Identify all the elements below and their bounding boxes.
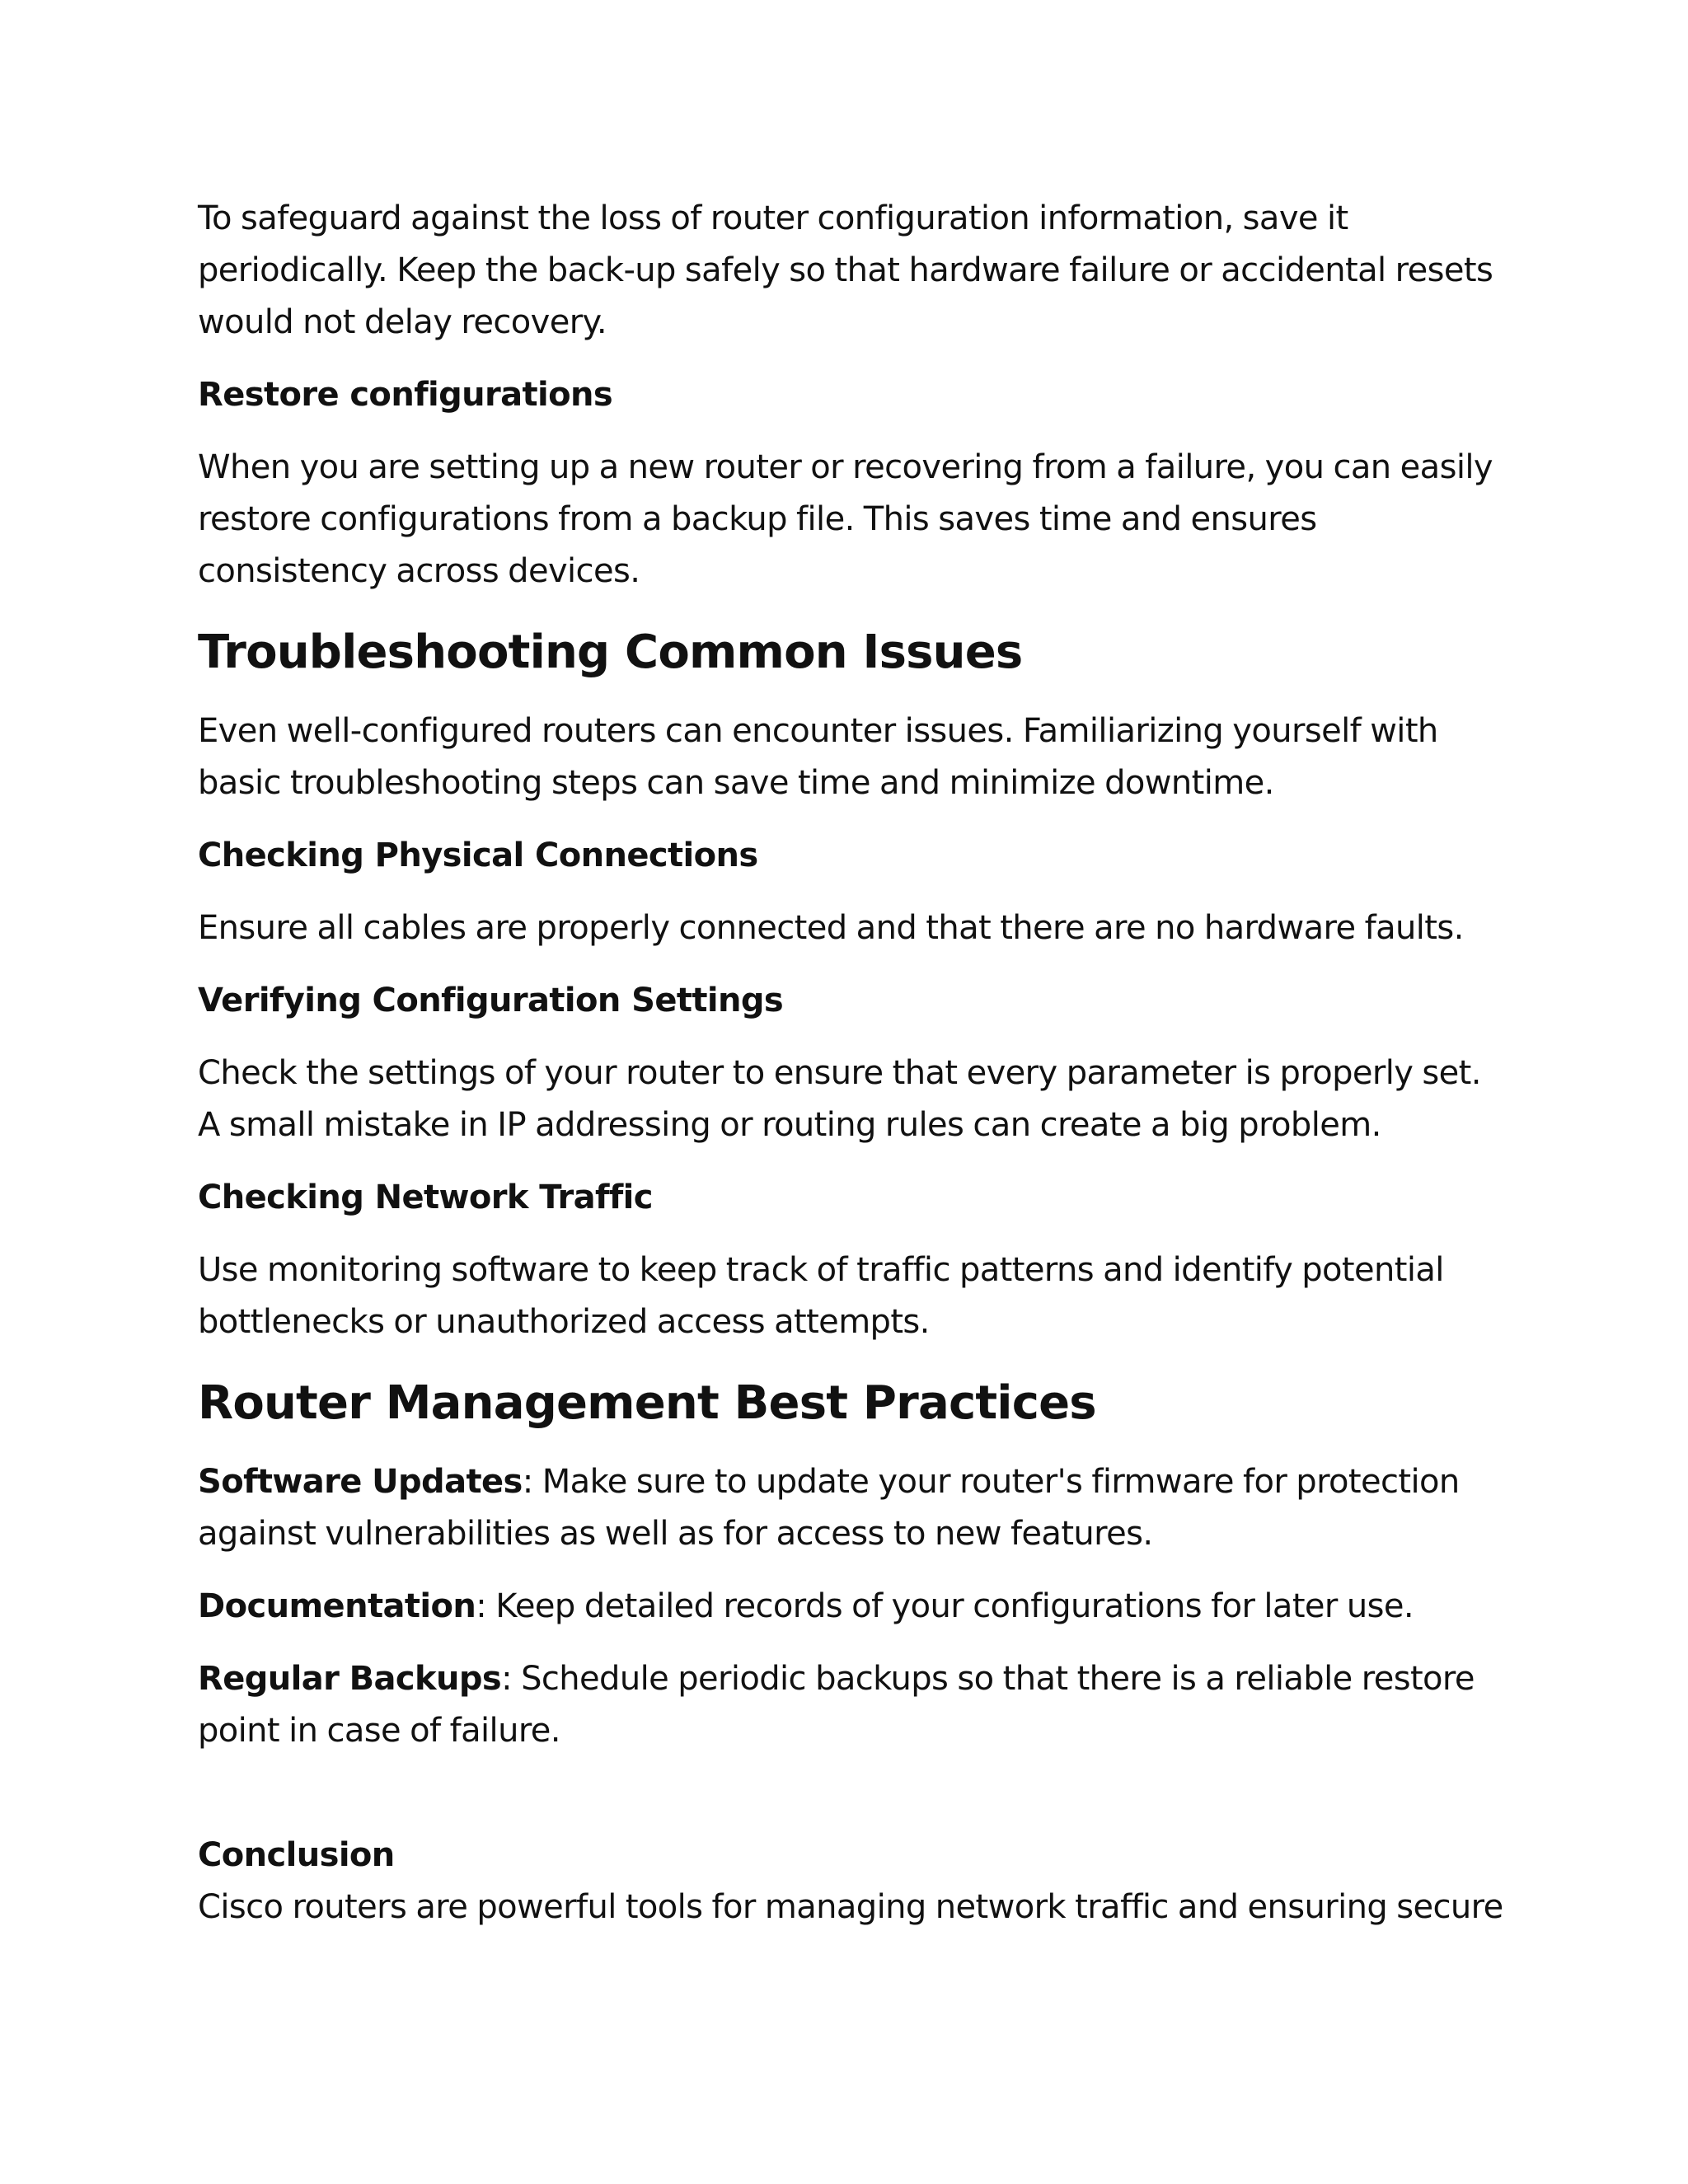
configuration-settings-heading: Verifying Configuration Settings — [198, 982, 784, 1019]
best-practice-item — [198, 1581, 1508, 1633]
physical-connections-heading: Checking Physical Connections — [198, 837, 758, 874]
best-practice-label: Software Updates — [198, 1463, 523, 1501]
configuration-settings-paragraph: Check the settings of your router to ensure that every parameter is properly set. A small mistake in IP addressing or routing rules can create a big problem. — [198, 1054, 1481, 1144]
network-traffic-paragraph: Use monitoring software to keep track of traffic patterns and identify potential bottlenecks or unauthorized access attempts. — [198, 1251, 1444, 1341]
best-practice-text: : Schedule periodic backups so that there is a reliable restore point in case of failure. — [198, 1660, 1475, 1750]
best-practice-text: : Keep detailed records of your configurations for later use. — [476, 1587, 1414, 1625]
best-practices-heading: Router Management Best Practices — [198, 1376, 1096, 1430]
document-page — [198, 193, 1508, 1933]
troubleshooting-heading: Troubleshooting Common Issues — [198, 626, 1023, 679]
restore-heading: Restore configurations — [198, 376, 613, 414]
physical-connections-paragraph: Ensure all cables are properly connected and that there are no hardware faults. — [198, 909, 1464, 947]
best-practice-label: Documentation — [198, 1587, 476, 1625]
section-spacer — [198, 1778, 1508, 1830]
conclusion-paragraph: Cisco routers are powerful tools for managing network traffic and ensuring secure — [198, 1888, 1503, 1926]
best-practice-item — [198, 1456, 1508, 1560]
troubleshooting-intro: Even well-configured routers can encounter issues. Familiarizing yourself with basic troubleshooting steps can save time and minimize downtime. — [198, 712, 1438, 802]
best-practice-label: Regular Backups — [198, 1660, 502, 1698]
conclusion-heading: Conclusion — [198, 1836, 395, 1874]
intro-paragraph: To safeguard against the loss of router configuration information, save it periodically. Keep the back-up safely so that hardware failure or accidental resets would not delay recovery. — [198, 199, 1493, 341]
restore-paragraph: When you are setting up a new router or recovering from a failure, you can easily restore configurations from a backup file. This saves time and ensures consistency across devices. — [198, 448, 1493, 590]
best-practice-text: : Make sure to update your router's firmware for protection against vulnerabilities as well as for access to new features. — [198, 1463, 1460, 1553]
network-traffic-heading: Checking Network Traffic — [198, 1179, 653, 1216]
best-practice-item — [198, 1653, 1508, 1757]
